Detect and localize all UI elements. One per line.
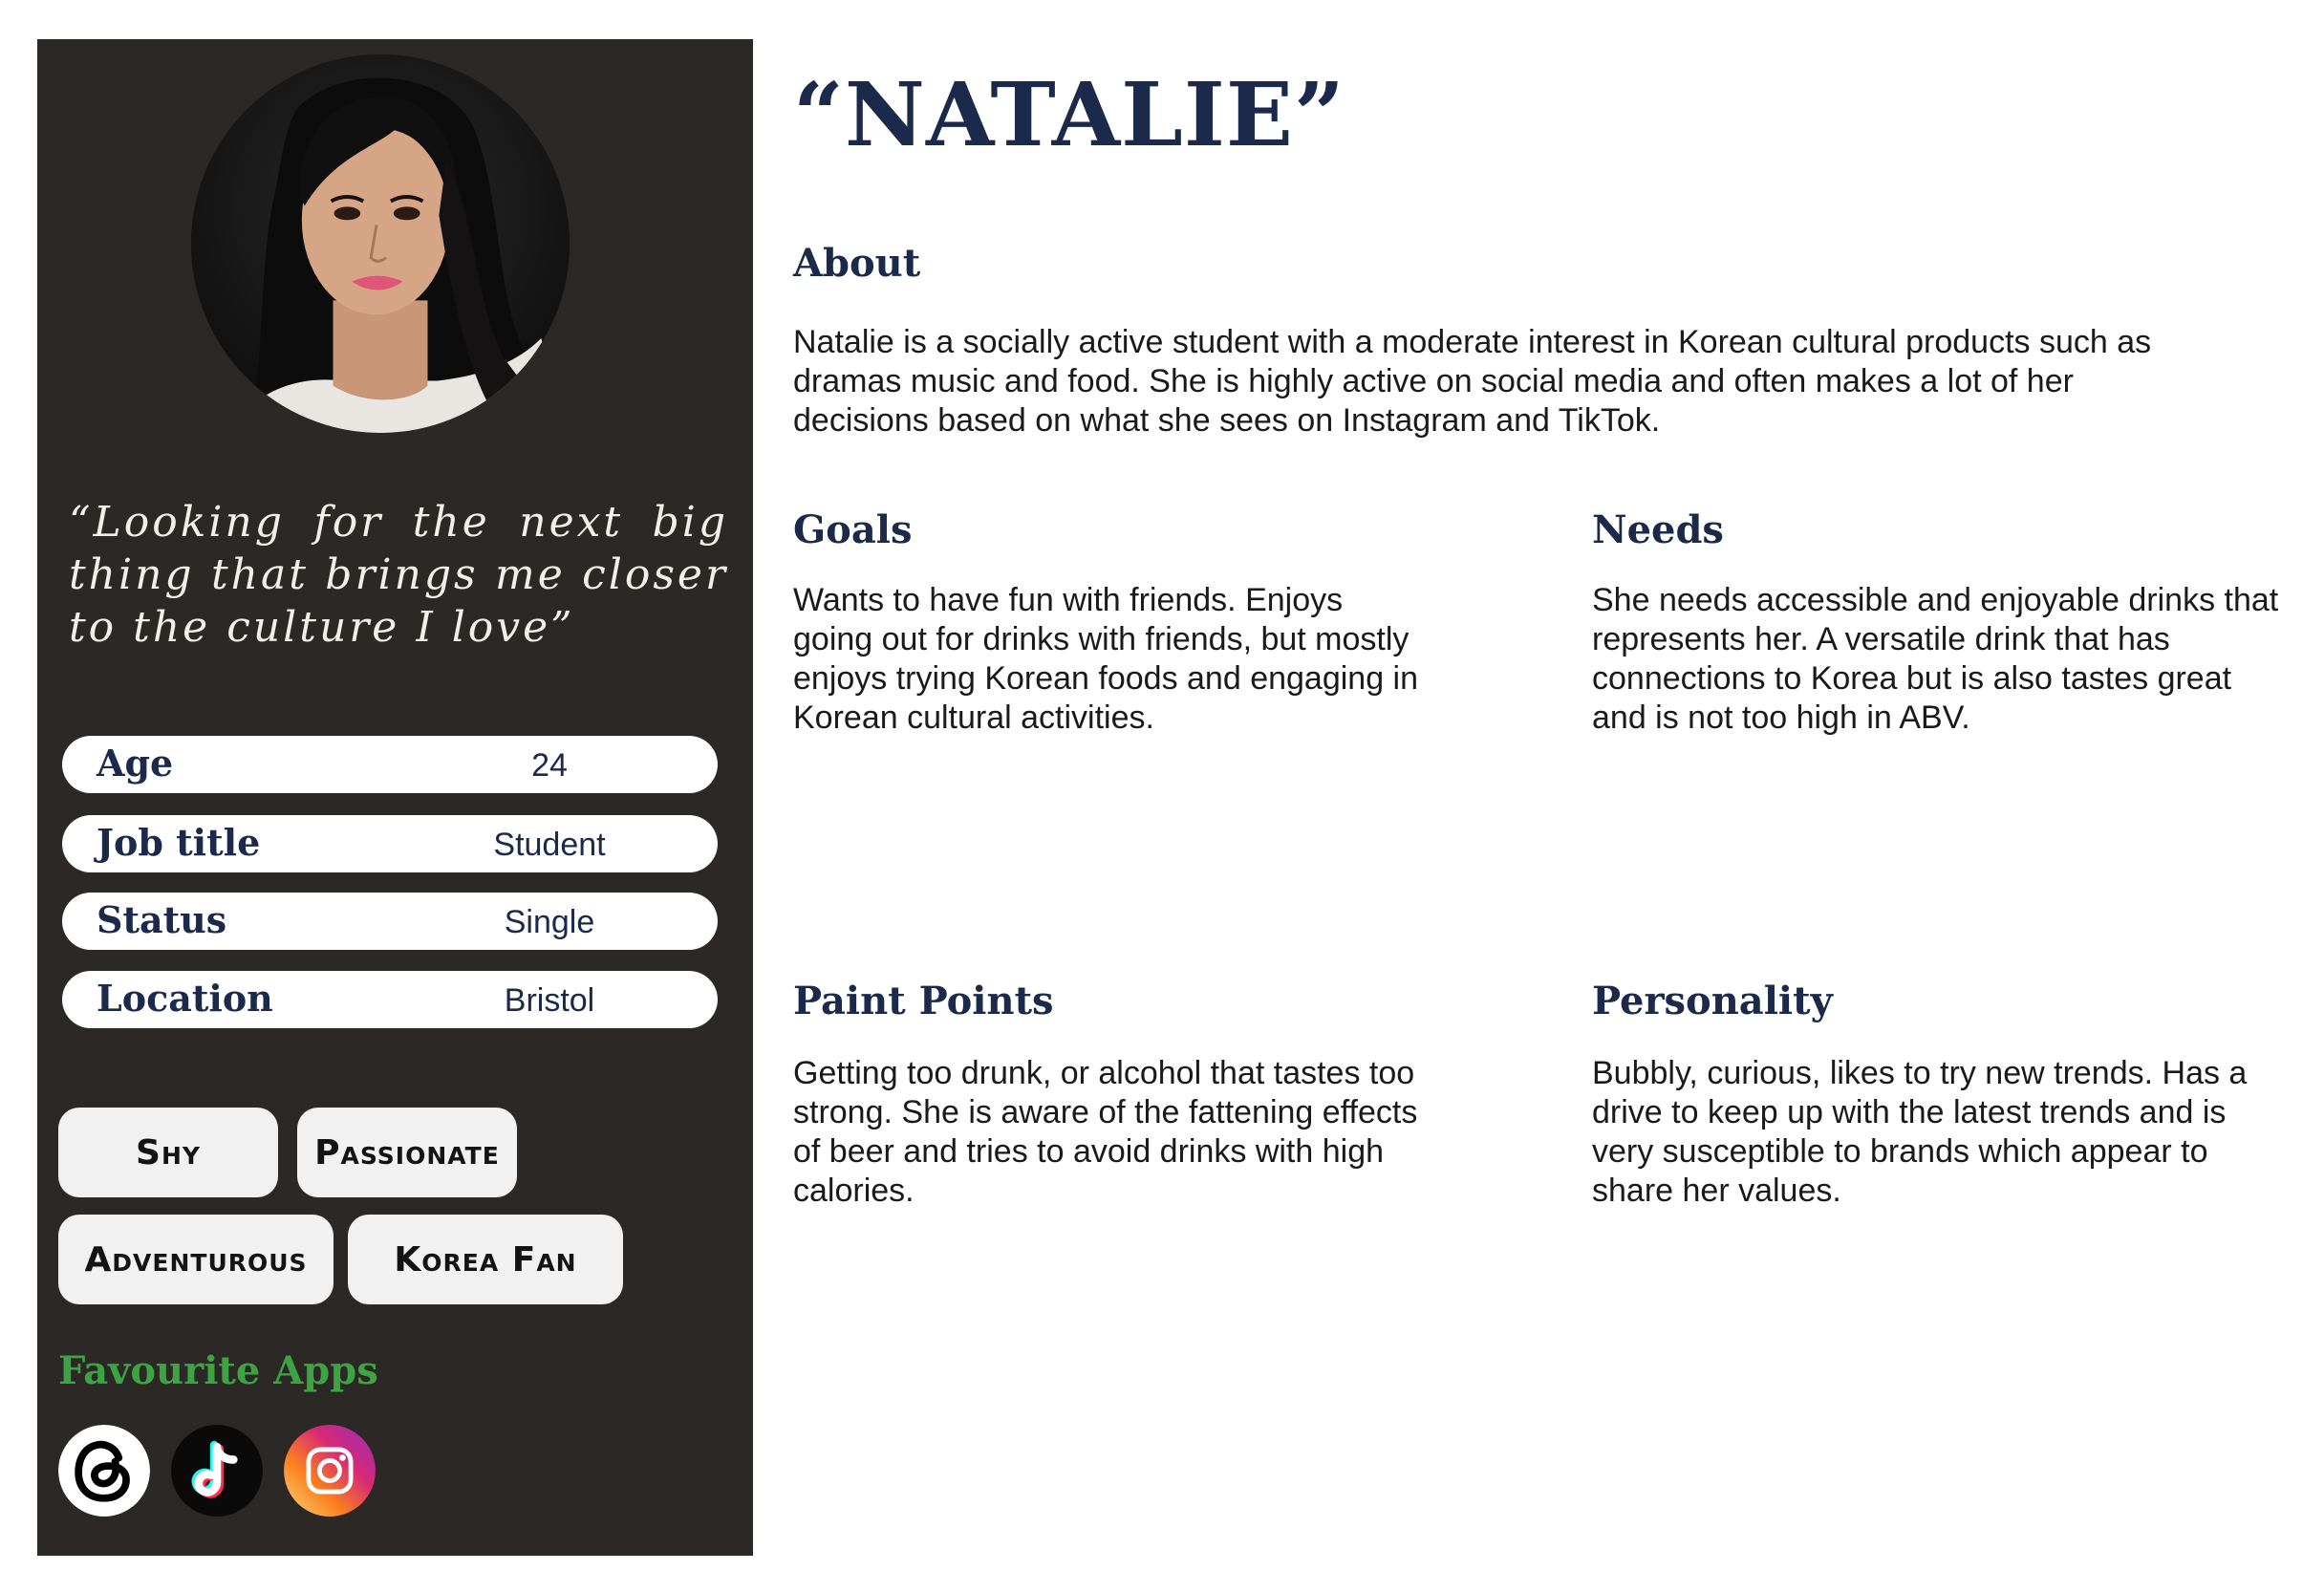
favourite-apps-title: Favourite Apps xyxy=(58,1348,378,1393)
tag-passionate: Passionate xyxy=(297,1108,517,1197)
info-label: Status xyxy=(97,898,227,941)
avatar xyxy=(191,54,570,433)
info-value: Bristol xyxy=(504,982,595,1019)
threads-icon[interactable] xyxy=(58,1425,150,1517)
instagram-icon[interactable] xyxy=(284,1425,376,1517)
info-value: Student xyxy=(493,827,606,863)
tag-adventurous: Adventurous xyxy=(58,1215,334,1304)
personality-heading: Personality xyxy=(1592,979,1833,1023)
info-label: Location xyxy=(97,977,273,1020)
info-row-status xyxy=(62,893,718,950)
pain-points-heading: Paint Points xyxy=(793,979,1054,1023)
avatar-portrait xyxy=(191,54,570,433)
info-row-job-title xyxy=(62,815,718,872)
tiktok-icon[interactable] xyxy=(171,1425,263,1517)
about-heading: About xyxy=(793,241,921,286)
info-row-location xyxy=(62,971,718,1028)
info-row-age xyxy=(62,736,718,793)
info-value: 24 xyxy=(531,747,568,784)
info-value: Single xyxy=(504,904,595,940)
info-label: Age xyxy=(97,742,174,785)
tag-shy: Shy xyxy=(58,1108,278,1197)
about-text: Natalie is a socially active student with a moderate interest in Korean cultural products such as dramas music and food. She is highly active on social media and often makes a lot of her decisions based on what she sees on Instagram and TikTok. xyxy=(793,324,2152,439)
persona-sidebar xyxy=(37,39,753,1556)
needs-heading: Needs xyxy=(1592,507,1724,552)
personality-text: Bubbly, curious, likes to try new trends. Has a drive to keep up with the latest trends and is very susceptible to brands which appear to share her values. xyxy=(1592,1055,2248,1209)
info-label: Job title xyxy=(97,821,261,864)
pain-points-text: Getting too drunk, or alcohol that tastes too strong. She is aware of the fattening effects of beer and tries to avoid drinks with high calories. xyxy=(793,1055,1418,1209)
persona-name: “NATALIE” xyxy=(793,63,1345,166)
needs-text: She needs accessible and enjoyable drinks that represents her. A versatile drink that has connections to Korea but is also tastes great and is not too high in ABV. xyxy=(1592,582,2279,736)
goals-heading: Goals xyxy=(793,507,913,552)
persona-quote: “Looking for the next big thing that brings me closer to the culture I love” xyxy=(69,498,728,652)
goals-text: Wants to have fun with friends. Enjoys going out for drinks with friends, but mostly enjoys trying Korean foods and engaging in Korean cultural activities. xyxy=(793,582,1419,736)
tag-korea-fan: Korea Fan xyxy=(348,1215,623,1304)
